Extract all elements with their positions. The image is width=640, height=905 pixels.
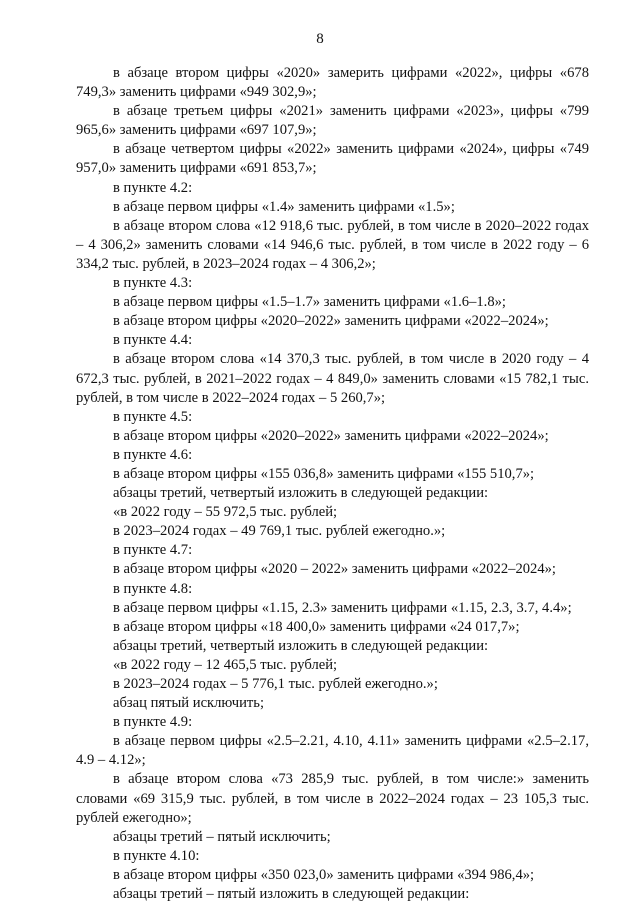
paragraph: в абзаце втором цифры «350 023,0» заменить цифрами «394 986,4»; [113, 866, 535, 883]
paragraph: в абзаце первом цифры «1.4» заменить цифрами «1.5»; [113, 198, 455, 215]
paragraph: в пункте 4.4: [113, 332, 193, 349]
paragraph: в абзаце четвертом цифры «2022» заменить цифрами «2024», цифры «749 957,0» заменить цифрами «691 853,7»; [76, 141, 589, 177]
paragraph: абзац пятый исключить; [113, 695, 265, 712]
paragraph: «в 2022 году – 12 465,5 тыс. рублей; [113, 656, 338, 673]
paragraph: в абзаце втором цифры «2020–2022» заменить цифрами «2022–2024»; [113, 313, 549, 330]
paragraph: в пункте 4.7: [113, 542, 193, 559]
paragraph: в пункте 4.8: [113, 580, 193, 597]
paragraph: в абзаце втором слова «73 285,9 тыс. рублей, в том числе:» заменить словами «69 315,9 тыс. рублей, в том числе в 2022–2024 годах – 23 105,3 тыс. рублей ежегодно»; [76, 771, 589, 826]
paragraph: в пункте 4.5: [113, 408, 193, 425]
paragraph: абзацы третий, четвертый изложить в следующей редакции: [113, 485, 489, 502]
paragraph: в абзаце третьем цифры «2021» заменить цифрами «2023», цифры «799 965,6» заменить цифрами «697 107,9»; [76, 103, 589, 139]
paragraph: в абзаце втором слова «12 918,6 тыс. рублей, в том числе в 2020–2022 годах – 4 306,2» заменить словами «14 946,6 тыс. рублей, в том числе в 2022 году – 6 334,2 тыс. рублей, в 2023–2024 годах – 4 306,2»; [76, 217, 589, 272]
paragraph: в абзаце первом цифры «1.5–1.7» заменить цифрами «1.6–1.8»; [113, 294, 506, 311]
paragraph: в абзаце втором цифры «2020» замерить цифрами «2022», цифры «678 749,3» заменить цифрами «949 302,9»; [76, 65, 589, 101]
paragraph: в 2023–2024 годах – 49 769,1 тыс. рублей ежегодно.»; [113, 523, 446, 540]
paragraph: в пункте 4.2: [113, 179, 193, 196]
paragraph: в абзаце втором цифры «18 400,0» заменить цифрами «24 017,7»; [113, 618, 520, 635]
paragraph: абзацы третий, четвертый изложить в следующей редакции: [113, 637, 489, 654]
paragraph: в пункте 4.3: [113, 275, 193, 292]
paragraph: «в 2022 году – 55 972,5 тыс. рублей; [113, 504, 338, 521]
paragraph: в абзаце первом цифры «2.5–2.21, 4.10, 4.11» заменить цифрами «2.5–2.17, 4.9 – 4.12»; [76, 733, 589, 769]
paragraph: в пункте 4.6: [113, 446, 193, 463]
page-number: 8 [316, 31, 324, 47]
paragraph: в абзаце первом цифры «1.15, 2.3» заменить цифрами «1.15, 2.3, 3.7, 4.4»; [113, 599, 572, 616]
paragraph: в пункте 4.9: [113, 714, 193, 731]
paragraph: абзацы третий – пятый изложить в следующей редакции: [113, 886, 470, 903]
paragraph: в 2023–2024 годах – 5 776,1 тыс. рублей ежегодно.»; [113, 676, 438, 692]
paragraph: в пункте 4.10: [113, 847, 200, 864]
paragraph: в абзаце втором цифры «155 036,8» заменить цифрами «155 510,7»; [113, 465, 535, 482]
paragraph: в абзаце втором цифры «2020–2022» заменить цифрами «2022–2024»; [113, 427, 549, 444]
document-body [76, 64, 589, 904]
paragraph: в абзаце втором слова «14 370,3 тыс. рублей, в том числе в 2020 году – 4 672,3 тыс. рублей, в 2021–2022 годах – 4 849,0» заменить словами «15 782,1 тыс. рублей, в том числе в 2022–2024 годах – 5 260,7»; [76, 351, 589, 406]
paragraph: абзацы третий – пятый исключить; [113, 828, 331, 845]
paragraph: в абзаце втором цифры «2020 – 2022» заменить цифрами «2022–2024»; [113, 561, 556, 578]
